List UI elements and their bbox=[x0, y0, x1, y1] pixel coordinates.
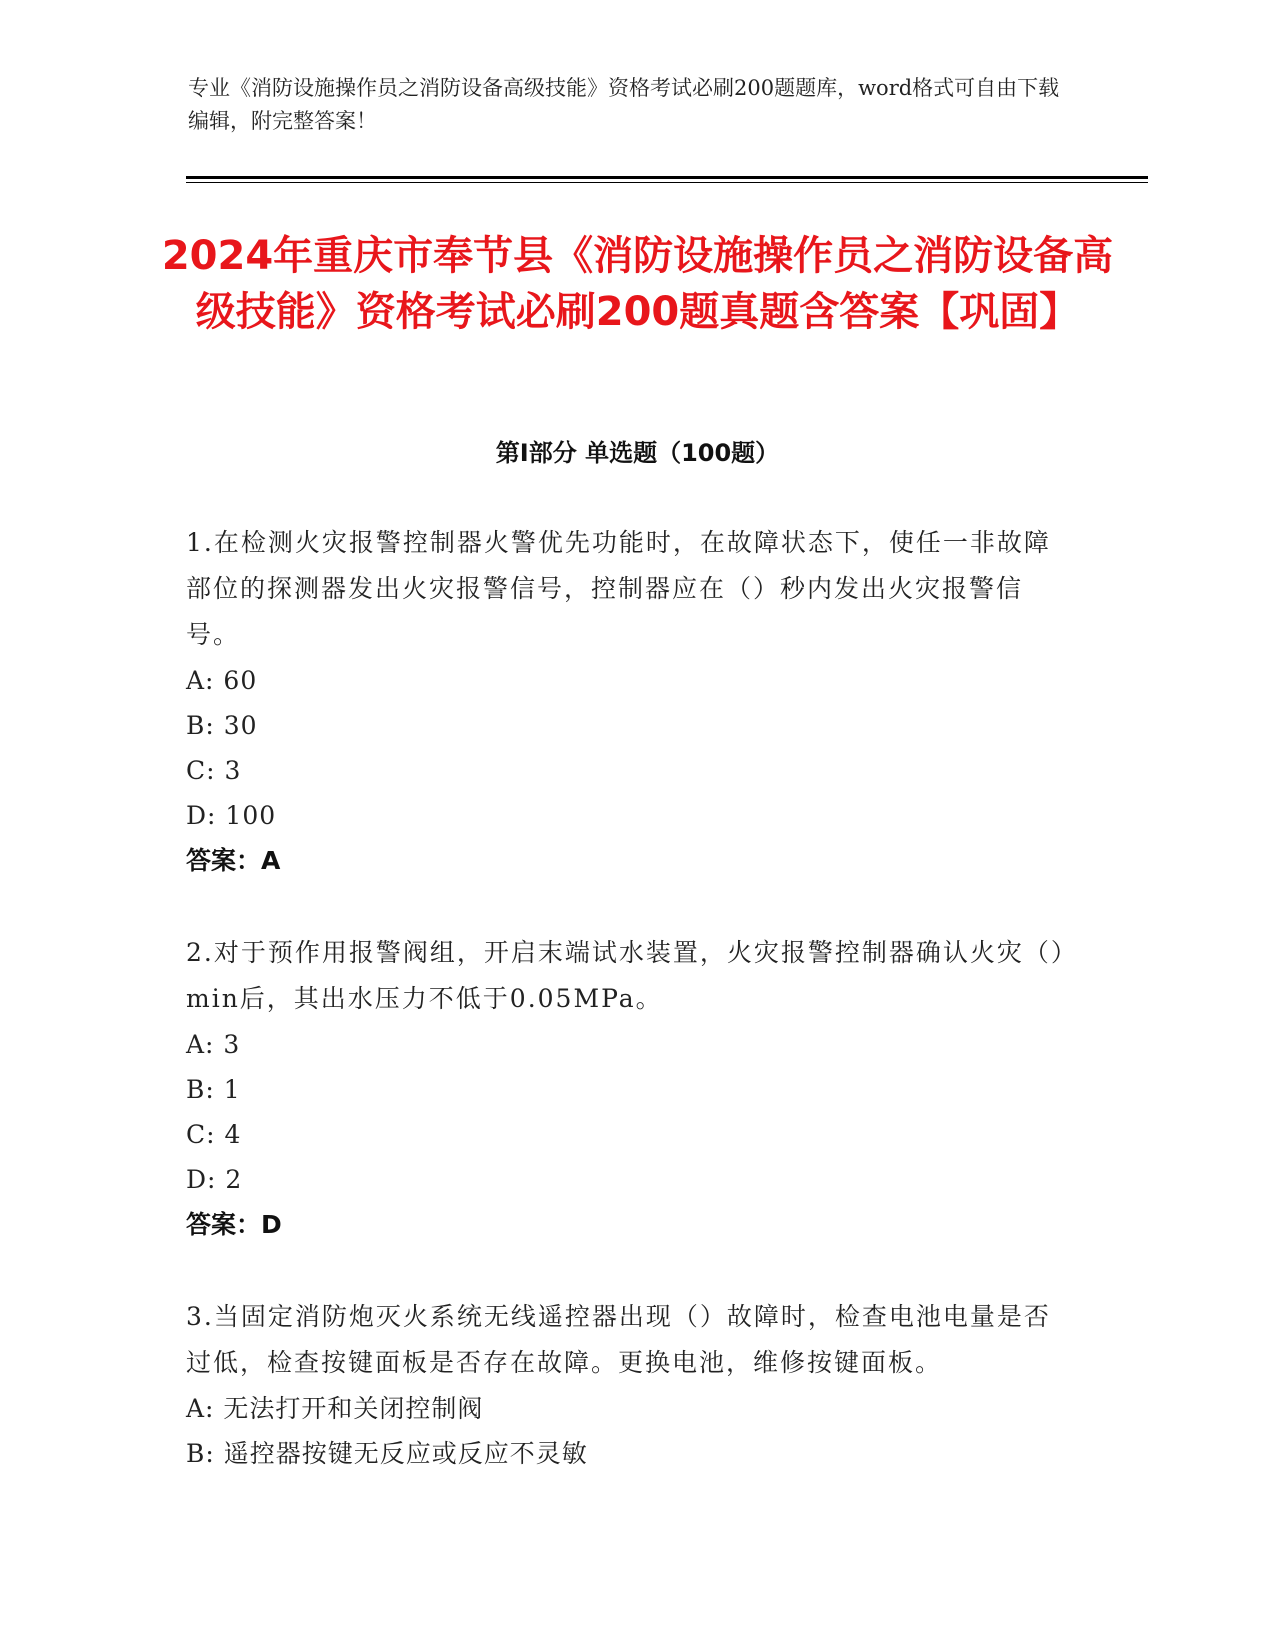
option-d: D: 100 bbox=[186, 801, 277, 830]
header-note: 专业《消防设施操作员之消防设备高级技能》资格考试必刷200题题库，word格式可自由下载编辑，附完整答案！ bbox=[188, 76, 1060, 133]
section-heading: 第I部分 单选题（100题） bbox=[495, 439, 780, 467]
answer: 答案：A bbox=[186, 846, 281, 875]
question-2 bbox=[186, 930, 1066, 1248]
option-b: B: 遥控器按键无反应或反应不灵敏 bbox=[186, 1439, 588, 1468]
question-text: 1.在检测火灾报警控制器火警优先功能时，在故障状态下，使任一非故障部位的探测器发出火灾报警信号，控制器应在（）秒内发出火灾报警信号。 bbox=[186, 528, 1051, 649]
question-3 bbox=[186, 1294, 1066, 1476]
document-title: 2024年重庆市奉节县《消防设施操作员之消防设备高级技能》资格考试必刷200题真题含答案【巩固】 bbox=[161, 233, 1114, 335]
option-c: C: 4 bbox=[186, 1120, 242, 1149]
question-1 bbox=[186, 520, 1066, 884]
option-b: B: 30 bbox=[186, 711, 258, 740]
answer: 答案：D bbox=[186, 1210, 282, 1239]
option-a: A: 无法打开和关闭控制阀 bbox=[186, 1394, 484, 1423]
option-c: C: 3 bbox=[186, 756, 242, 785]
option-d: D: 2 bbox=[186, 1165, 243, 1194]
option-a: A: 60 bbox=[186, 666, 258, 695]
option-a: A: 3 bbox=[186, 1030, 241, 1059]
header-divider-thin bbox=[186, 182, 1148, 183]
header-divider-thick bbox=[186, 176, 1148, 179]
question-list bbox=[186, 520, 1066, 1522]
question-text: 3.当固定消防炮灭火系统无线遥控器出现（）故障时，检查电池电量是否过低，检查按键面板是否存在故障。更换电池，维修按键面板。 bbox=[186, 1302, 1051, 1377]
question-text: 2.对于预作用报警阀组，开启末端试水装置，火灾报警控制器确认火灾（）min后，其出水压力不低于0.05MPa。 bbox=[186, 938, 1066, 1013]
option-b: B: 1 bbox=[186, 1075, 241, 1104]
